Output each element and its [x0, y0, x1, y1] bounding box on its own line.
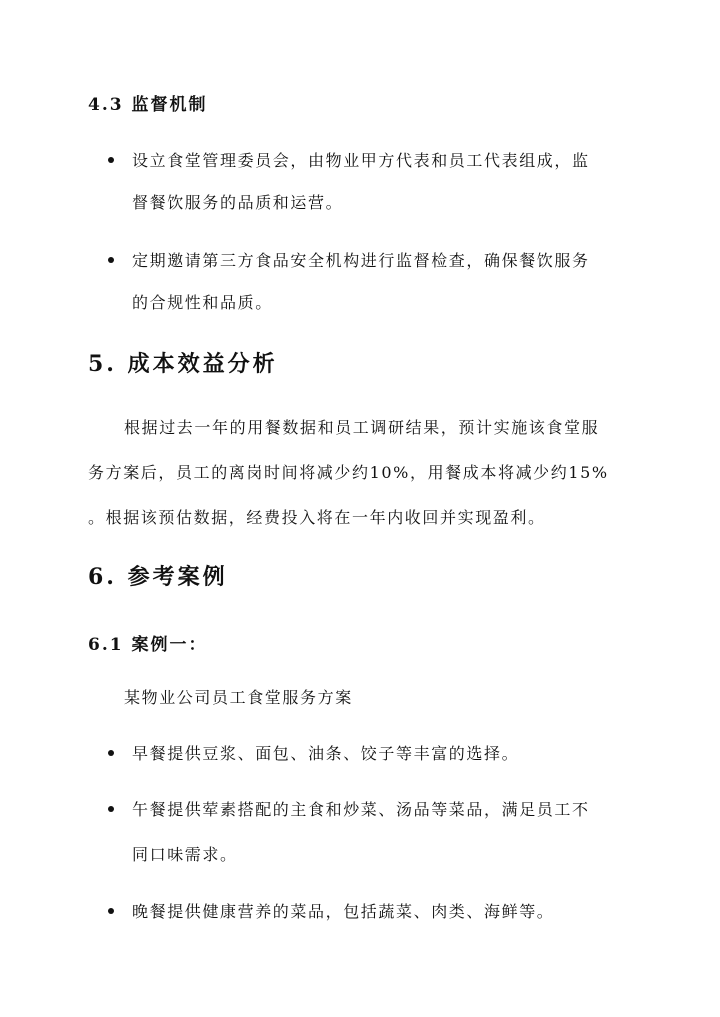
list-item-line: 早餐提供豆浆、面包、油条、饺子等丰富的选择。 [132, 744, 520, 763]
list-item-line: 定期邀请第三方食品安全机构进行监督检查，确保餐饮服务 [132, 251, 590, 270]
bullet-marker [108, 908, 114, 914]
list-item-line: 晚餐提供健康营养的菜品，包括蔬菜、肉类、海鲜等。 [132, 902, 555, 921]
list-item-line: 同口味需求。 [132, 845, 238, 864]
paragraph-line: 务方案后，员工的离岗时间将减少约10%，用餐成本将减少约15% [88, 463, 609, 482]
list-item-line: 督餐饮服务的品质和运营。 [132, 193, 344, 212]
case-title: 某物业公司员工食堂服务方案 [124, 688, 353, 707]
bullet-marker [108, 157, 114, 163]
section-6-1-heading: 6.1 案例一： [88, 635, 208, 655]
paragraph-line: 。根据该预估数据，经费投入将在一年内收回并实现盈利。 [88, 508, 546, 527]
section-5-heading: 5. 成本效益分析 [88, 351, 278, 377]
section-6-heading: 6. 参考案例 [88, 564, 228, 590]
bullet-marker [108, 750, 114, 756]
section-4-3-heading: 4.3 监督机制 [88, 95, 208, 115]
bullet-marker [108, 257, 114, 263]
bullet-marker [108, 806, 114, 812]
list-item-line: 设立食堂管理委员会，由物业甲方代表和员工代表组成，监 [132, 151, 590, 170]
list-item-line: 的合规性和品质。 [132, 293, 273, 312]
paragraph-line: 根据过去一年的用餐数据和员工调研结果，预计实施该食堂服 [124, 418, 600, 437]
list-item-line: 午餐提供荤素搭配的主食和炒菜、汤品等菜品，满足员工不 [132, 800, 590, 819]
